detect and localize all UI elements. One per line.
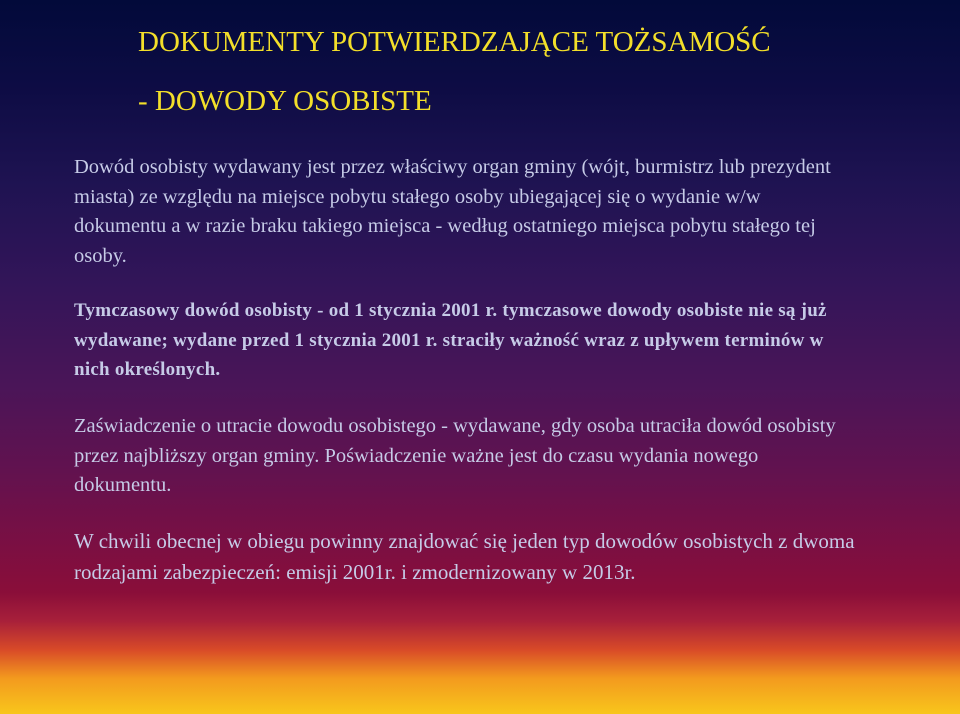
paragraph-temporary-id: Tymczasowy dowód osobisty - od 1 stycznia 2001 r. tymczasowe dowody osobiste nie są już wydawane; wydane przed 1 stycznia 2001 r. straciły ważność wraz z upływem terminów w nich określonych.	[74, 300, 827, 380]
paragraph-current-id-types: W chwili obecnej w obiegu powinny znajdować się jeden typ dowodów osobistych z dwoma rodzajami zabezpieczeń: emisji 2001r. i zmodernizowany w 2013r.	[74, 529, 855, 584]
paragraph-id-issuance: Dowód osobisty wydawany jest przez właściwy organ gminy (wójt, burmistrz lub prezydent miasta) ze względu na miejsce pobytu stałego osoby ubiegającej się o wydanie w/w dokumentu a w razie braku takiego miejsca - według ostatniego miejsca pobytu stałego tej osoby.	[74, 156, 831, 267]
slide-title: DOKUMENTY POTWIERDZAJĄCE TOŻSAMOŚĆ	[138, 26, 771, 58]
slide-subtitle: - DOWODY OSOBISTE	[138, 85, 432, 117]
paragraph-loss-certificate: Zaświadczenie o utracie dowodu osobistego - wydawane, gdy osoba utraciła dowód osobisty przez najbliższy organ gminy. Poświadczenie ważne jest do czasu wydania nowego dokumentu.	[74, 415, 836, 496]
